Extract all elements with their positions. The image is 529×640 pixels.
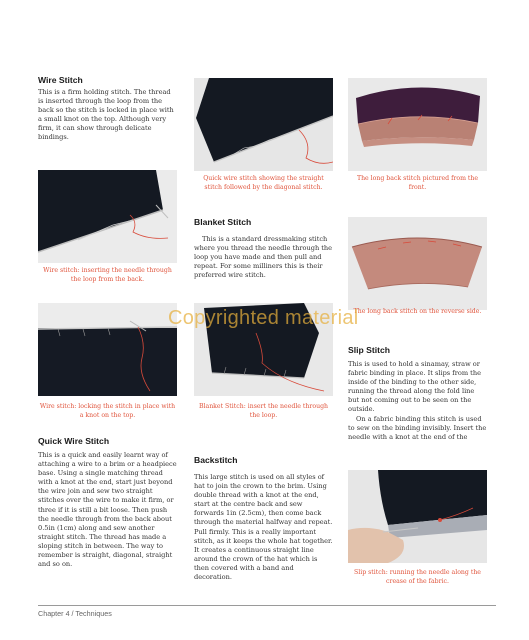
footer-divider [38, 605, 496, 606]
caption-wire-stitch-locking: Wire stitch: locking the stitch in place with a knot on the top. [39, 403, 176, 419]
caption-long-back-stitch-front: The long back stitch pictured from the front. [356, 175, 479, 191]
heading-quick-wire-stitch: Quick Wire Stitch [38, 436, 110, 446]
quick-wire-stitch-body: This is a quick and easily learnt way of attaching a wire to a brim or a headpiece base. Using a single matching thread with a knot at the end, start just beyond the wire join and sew two straight stitches over the wire to make it firm, or three if it is still a bit loose. Then push the needle through from the back about 0.5in (1cm) along and sew another straight stitch. The thread has made a sloping stitch in between. The way to remember is straight, diagonal, straight and so on. [38, 451, 177, 569]
slip-stitch-body: This is used to hold a sinamay, straw or fabric binding in place. It slips from the inside of the binding to the other side, running the thread along the fold line but not coming out to be seen on the outside. On a fabric binding this stitch is used to sew on the binding invisibly. Insert the needle with a knot at the end of the [348, 360, 487, 441]
blanket-stitch-body: This is a standard dressmaking stitch where you thread the needle through the loop you have made and then pull and repeat. For some milliners this is their preferred wire stitch. [194, 235, 333, 280]
caption-long-back-stitch-reverse: The long back stitch on the reverse side. [353, 308, 482, 315]
page-footer: Chapter 4 / Techniques [38, 609, 112, 618]
caption-slip-stitch: Slip stitch: running the needle along the crease of the fabric. [354, 569, 481, 585]
caption-quick-wire-stitch: Quick wire stitch showing the straight stitch followed by the diagonal stitch. [203, 175, 324, 191]
caption-blanket-stitch: Blanket Stitch: insert the needle through the loop. [198, 403, 329, 419]
heading-slip-stitch: Slip Stitch [348, 345, 391, 355]
photo-quick-wire-stitch [194, 78, 333, 171]
photo-wire-stitch-locking [38, 303, 177, 396]
heading-backstitch: Backstitch [194, 455, 238, 465]
photo-long-back-stitch-reverse [348, 217, 487, 310]
photo-long-back-stitch-front [348, 78, 487, 171]
photo-wire-stitch-inserting [38, 170, 177, 263]
backstitch-body: This large stitch is used on all styles of hat to join the crown to the brim. Using double thread with a knot at the end, start at the centre back and sew forwards 1in (2.5cm), then come back through the material halfway and repeat. Pull firmly. This is a really important stitch, as it keeps the whole hat together. It creates a continuous straight line around the crown of the hat which is then covered with a band and decoration. [194, 473, 333, 582]
caption-wire-stitch-inserting: Wire stitch: inserting the needle through the loop from the back. [43, 267, 172, 283]
wire-stitch-body: This is a firm holding stitch. The thread is inserted through the loop from the back so the stitch is locked in place with a small knot on the top. Although very firm, it can show through delicate bindings. [38, 88, 174, 142]
heading-wire-stitch: Wire Stitch [38, 75, 83, 85]
heading-blanket-stitch: Blanket Stitch [194, 217, 252, 227]
photo-slip-stitch [348, 470, 487, 563]
copyright-watermark: Copyrighted material [168, 307, 359, 329]
